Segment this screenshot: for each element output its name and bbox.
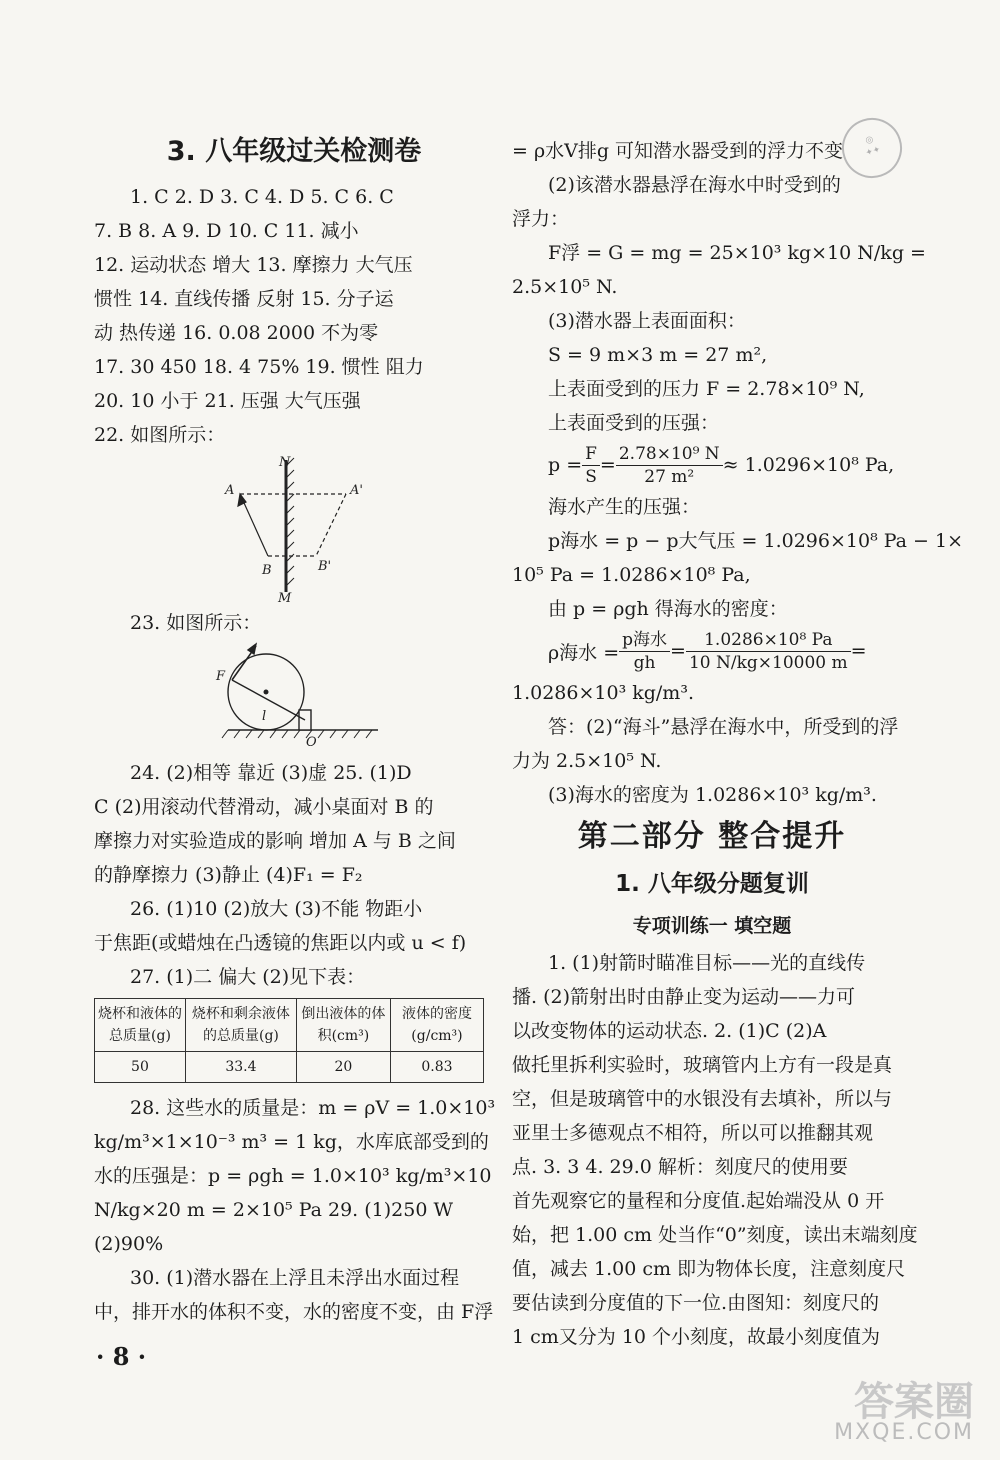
fraction (619, 629, 670, 674)
answer-line: 22. 如图所示： (94, 424, 226, 446)
table-cell: 20 (296, 1052, 390, 1083)
answer-line: 1.0286×10³ kg/m³. (512, 682, 694, 704)
fraction (616, 443, 723, 488)
answer-line: N/kg×20 m = 2×10⁵ Pa 29. (1)250 W (94, 1199, 453, 1221)
label-a-prime: A' (350, 483, 363, 498)
answer-line: 的静摩擦力 (3)静止 (4)F₁ = F₂ (94, 864, 363, 886)
label-b: B (262, 563, 272, 578)
answers-block-1 (94, 180, 494, 452)
table-cell: 50 (95, 1052, 186, 1083)
eq-lhs: ρ海水 = (548, 641, 620, 664)
eq-lhs: p = (548, 454, 583, 476)
answer-line: 答：(2)“海斗”悬浮在海水中，所受到的浮 (548, 716, 899, 738)
answer-line: C (2)用滚动代替滑动，减小桌面对 B 的 (94, 796, 434, 818)
answer-line: p海水 = p − p大气压 = 1.0296×10⁸ Pa − 1× (548, 530, 963, 552)
answer-line: 海水产生的压强： (548, 496, 701, 518)
answer-line: 1 cm又分为 10 个小刻度，故最小刻度值为 (512, 1326, 881, 1348)
answer-line: 以改变物体的运动状态. 2. (1)C (2)A (512, 1020, 827, 1042)
answer-line: 浮力： (512, 208, 570, 230)
table-cell: 0.83 (390, 1052, 483, 1083)
answer-line: (2)90% (94, 1233, 164, 1255)
table-header: 烧杯和剩余液体的总质量(g) (185, 999, 296, 1052)
density-equation (512, 626, 912, 676)
label-o: O (306, 735, 317, 750)
answer-line: 28. 这些水的质量是：m = ρV = 1.0×10³ (130, 1097, 496, 1119)
table-header: 液体的密度(g/cm³) (390, 999, 483, 1052)
answer-line: 播. (2)箭射出时由静止变为运动——力可 (512, 986, 855, 1008)
fraction (686, 629, 851, 674)
table-row (95, 1052, 484, 1083)
label-f: F (216, 669, 226, 684)
answer-line: 7. B 8. A 9. D 10. C 11. 减小 (94, 220, 359, 242)
answer-line: 12. 运动状态 增大 13. 摩擦力 大气压 (94, 254, 413, 276)
answer-line: 于焦距(或蜡烛在凸透镜的焦距以内或 u < f) (94, 932, 467, 954)
eq-rhs: ≈ 1.0296×10⁸ Pa, (722, 454, 895, 476)
answer-line: 由 p = ρgh 得海水的密度： (548, 598, 788, 620)
answer-line: kg/m³×1×10⁻³ m³ = 1 kg，水库底部受到的 (94, 1131, 489, 1153)
answer-line: = ρ水V排g 可知潜水器受到的浮力不变 (512, 140, 844, 162)
answer-line: F浮 = G = mg = 25×10³ kg×10 N/kg = (548, 242, 926, 264)
part-title: 第二部分 整合提升 (577, 819, 847, 854)
right-column (512, 134, 963, 1354)
answer-line: 20. 10 小于 21. 压强 大气压强 (94, 390, 361, 412)
section-title-left: 3. 八年级过关检测卷 (166, 136, 422, 167)
page-number: · 8 · (96, 1342, 147, 1371)
numerator: 2.78×10⁹ N (616, 443, 723, 466)
watermark-logo: 答案圈 (854, 1379, 974, 1425)
answer-line: 17. 30 450 18. 4 75% 19. 惯性 阻力 (94, 356, 424, 378)
density-table (94, 998, 484, 1083)
answer-line: 27. (1)二 偏大 (2)见下表： (130, 966, 366, 988)
answer-line: 上表面受到的压强： (548, 412, 720, 434)
answer-line: 首先观察它的量程和分度值.起始端没从 0 开 (512, 1190, 885, 1212)
answer-line: S = 9 m×3 m = 27 m², (548, 344, 768, 366)
answers-block-2 (94, 756, 494, 994)
answer-line: 始，把 1.00 cm 处当作“0”刻度，读出末端刻度 (512, 1224, 918, 1246)
answer-line: (2)该潜水器悬浮在海水中时受到的 (548, 174, 841, 196)
answer-line: 亚里士多德观点不相符，所以可以推翻其观 (512, 1122, 874, 1144)
table-cell: 33.4 (185, 1052, 296, 1083)
answer-line: 点. 3. 3 4. 29.0 解析：刻度尺的使用要 (512, 1156, 848, 1178)
stamp-logo: ◎ ✦✦ (834, 110, 910, 186)
subsection-title: 专项训练一 填空题 (632, 915, 792, 937)
question-23: 23. 如图所示： (130, 612, 262, 634)
answer-line: 力为 2.5×10⁵ N. (512, 750, 662, 772)
answer-line: 空，但是玻璃管中的水银没有去填补，所以与 (512, 1088, 893, 1110)
answer-line: 动 热传递 16. 0.08 2000 不为零 (94, 322, 379, 344)
answer-line: 中，排开水的体积不变，水的密度不变，由 F浮 (94, 1301, 494, 1323)
answers-block-3 (94, 1091, 494, 1329)
numerator: p海水 (619, 629, 670, 652)
answer-line: 1. C 2. D 3. C 4. D 5. C 6. C (130, 186, 394, 208)
answer-line: 上表面受到的压力 F = 2.78×10⁹ N, (548, 378, 865, 400)
answer-line: 要估读到分度值的下一位.由图知：刻度尺的 (512, 1292, 880, 1314)
table-header: 倒出液体的体积(cm³) (296, 999, 390, 1052)
numerator: F (582, 443, 600, 466)
numerator: 1.0286×10⁸ Pa (686, 629, 851, 652)
label-b-prime: B' (318, 559, 332, 574)
answer-line: 10⁵ Pa = 1.0286×10⁸ Pa, (512, 564, 751, 586)
answer-line: 惯性 14. 直线传播 反射 15. 分子运 (94, 288, 394, 310)
watermark-url: MXQE.COM (834, 1420, 974, 1445)
denominator: 10 N/kg×10000 m (688, 652, 848, 673)
answer-line: 水的压强是：p = ρgh = 1.0×10³ kg/m³×10 (94, 1165, 492, 1187)
table-header: 烧杯和液体的总质量(g) (95, 999, 186, 1052)
section-title-right: 1. 八年级分题复训 (615, 871, 809, 897)
pressure-equation (512, 440, 912, 490)
answer-line: 值，减去 1.00 cm 即为物体长度，注意刻度尺 (512, 1258, 906, 1280)
label-n: N (279, 455, 291, 470)
eq-mid: = (670, 640, 686, 662)
answer-line: 24. (2)相等 靠近 (3)虚 25. (1)D (130, 762, 412, 784)
label-m: M (278, 591, 292, 602)
answer-line: (3)潜水器上表面面积： (548, 310, 746, 332)
lever-figure (94, 640, 494, 752)
answer-line: 2.5×10⁵ N. (512, 276, 618, 298)
table-header-row (95, 999, 484, 1052)
denominator: 27 m² (644, 466, 695, 487)
answer-line: 30. (1)潜水器在上浮且未浮出水面过程 (130, 1267, 460, 1289)
label-l: l (262, 709, 267, 724)
answer-line: 做托里拆利实验时，玻璃管内上方有一段是真 (512, 1054, 893, 1076)
eq-mid: = (599, 454, 616, 476)
eq-rhs: = (850, 640, 867, 662)
left-column (94, 128, 494, 1329)
mirror-figure (94, 452, 494, 602)
label-a: A (225, 483, 235, 498)
fraction (582, 443, 600, 488)
answer-line: 26. (1)10 (2)放大 (3)不能 物距小 (130, 898, 423, 920)
answer-line: 摩擦力对实验造成的影响 增加 A 与 B 之间 (94, 830, 456, 852)
answer-line: (3)海水的密度为 1.0286×10³ kg/m³. (548, 784, 877, 806)
denominator: S (585, 466, 597, 487)
answer-line: 1. (1)射箭时瞄准目标——光的直线传 (548, 952, 866, 974)
denominator: gh (633, 652, 656, 673)
